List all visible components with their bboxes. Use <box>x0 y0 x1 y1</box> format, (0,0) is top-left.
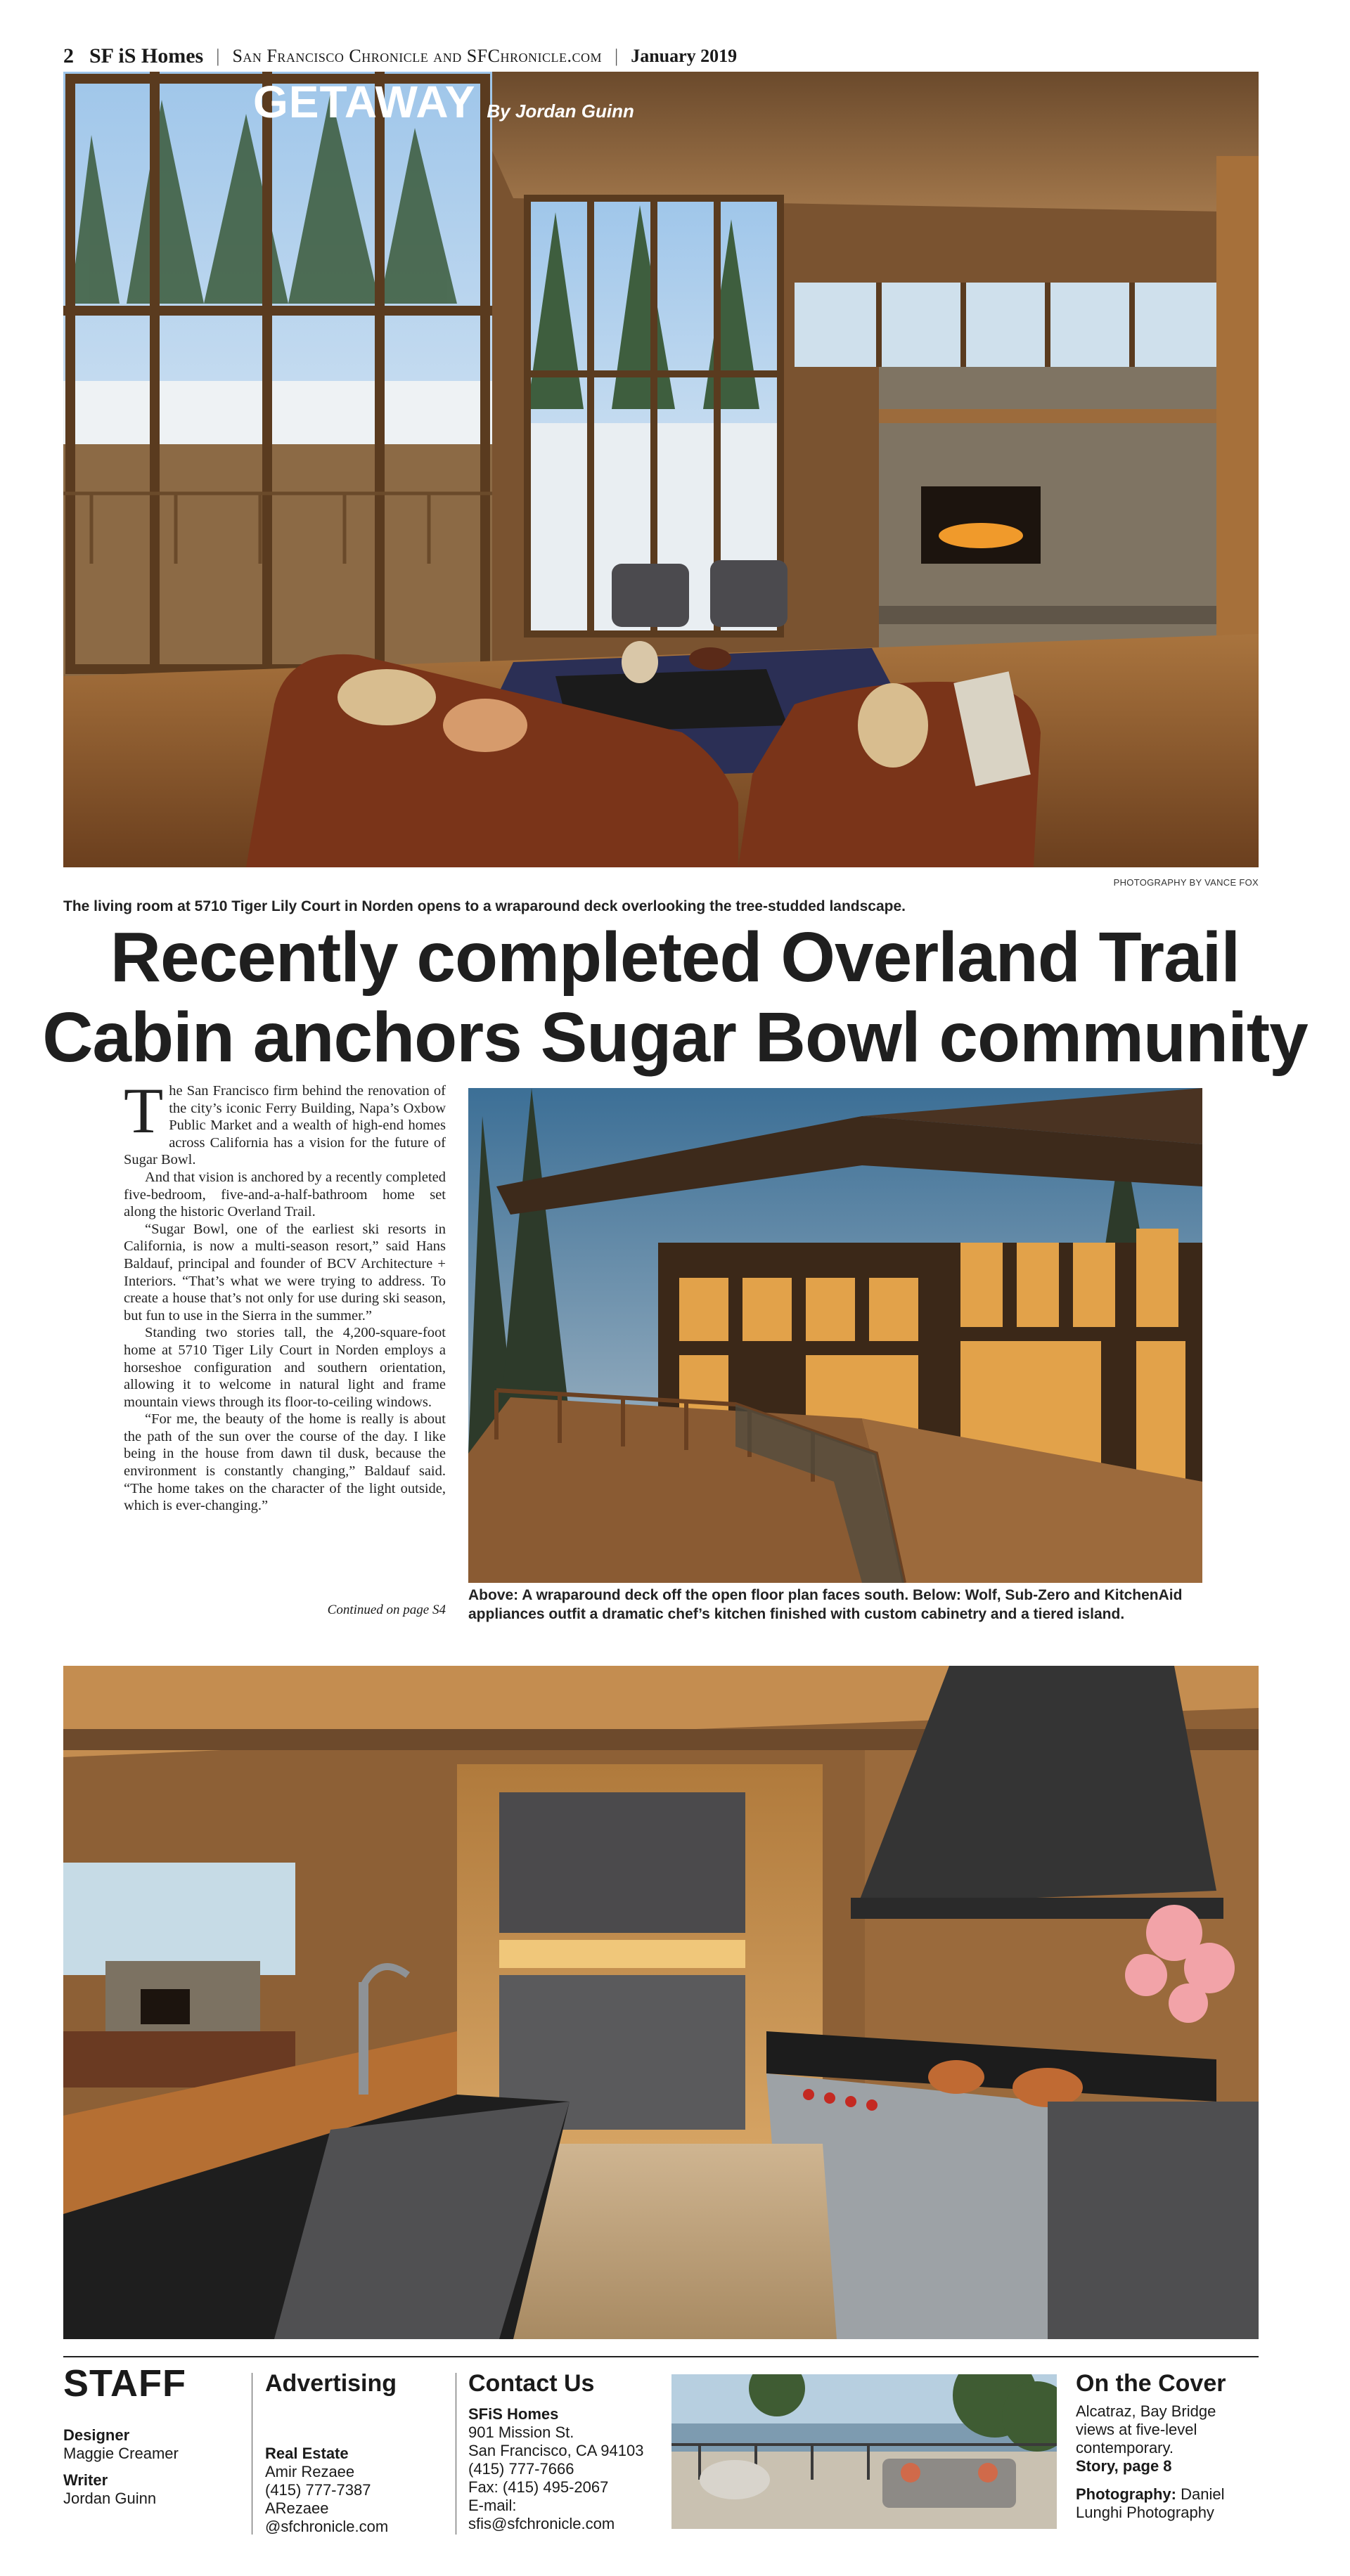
contact-info <box>468 2405 643 2533</box>
article-paragraph: “For me, the beauty of the home is really is about the path of the sun over the course of the day. I like being in the house from dawn til dusk, because the environment is constantly changing,” Baldauf said. “The home takes on the character of the light outside, which is ever-changing.” <box>124 1411 446 1514</box>
publication-name: San Francisco Chronicle and SFChronicle.com <box>232 46 602 66</box>
cover-desc-1: Alcatraz, Bay Bridge <box>1076 2402 1216 2420</box>
page-header <box>63 41 737 72</box>
page-number: 2 <box>63 44 74 67</box>
paragraph-text: he San Francisco firm behind the renovation of the city’s iconic Ferry Building, Napa’s Oxbow Public Market and a wealth of high-end homes across California has a vision for the future of Sugar Bowl. <box>124 1083 446 1168</box>
living-room-photo <box>63 72 1259 867</box>
drop-cap: T <box>124 1075 164 1146</box>
headline <box>42 917 1308 1077</box>
byline: By Jordan Guinn <box>487 101 634 122</box>
headline-line-1: Recently completed Overland Trail <box>110 918 1240 997</box>
cover-photo-name: Daniel <box>1181 2485 1225 2503</box>
article-paragraph <box>124 1075 446 1169</box>
continued-note: Continued on page S4 <box>327 1603 446 1617</box>
advertising-email-domain[interactable]: @sfchronicle.com <box>265 2518 389 2535</box>
writer-label: Writer <box>63 2471 108 2489</box>
cover-desc-3: contemporary. <box>1076 2439 1174 2457</box>
cover-title: On the Cover <box>1076 2370 1226 2397</box>
contact-street: 901 Mission St. <box>468 2423 574 2441</box>
issue-date: January 2019 <box>631 46 738 66</box>
article-paragraph: Standing two stories tall, the 4,200-square-foot home at 5710 Tiger Lily Court in Norden employs a horseshoe configuration and southern orientation, allowing it to welcome in natural light and frame mountain views through its floor-to-ceiling windows. <box>124 1325 446 1410</box>
contact-phone: (415) 777-7666 <box>468 2460 574 2478</box>
footer-rule <box>63 2356 1259 2357</box>
cover-photo <box>671 2374 1057 2529</box>
article-body <box>124 1075 446 1515</box>
header-divider: | <box>216 46 220 66</box>
kitchen-photo <box>63 1666 1259 2339</box>
getaway-label: GETAWAY <box>253 77 476 127</box>
article-paragraph: And that vision is anchored by a recently completed five-bedroom, five-and-a-half-bathroom home set along the historic Overland Trail. <box>124 1169 446 1220</box>
contact-title: Contact Us <box>468 2370 595 2397</box>
advertising-name: Amir Rezaee <box>265 2463 355 2480</box>
staff-title: STAFF <box>63 2362 186 2405</box>
contact-name: SFiS Homes <box>468 2405 559 2423</box>
advertising-contact <box>265 2445 388 2536</box>
photo-credit: PHOTOGRAPHY BY VANCE FOX <box>1113 877 1259 888</box>
cover-desc-2: views at five-level <box>1076 2421 1197 2438</box>
contact-email-label: E-mail: <box>468 2497 517 2514</box>
section-name: SF iS Homes <box>89 44 204 67</box>
writer-name: Jordan Guinn <box>63 2490 157 2507</box>
contact-city: San Francisco, CA 94103 <box>468 2442 644 2459</box>
headline-line-2: Cabin anchors Sugar Bowl community <box>42 998 1308 1077</box>
contact-fax: Fax: (415) 495-2067 <box>468 2478 609 2496</box>
cover-photo-label: Photography: <box>1076 2485 1176 2503</box>
cover-story: Story, page 8 <box>1076 2457 1172 2475</box>
advertising-title: Advertising <box>265 2370 397 2397</box>
photo-caption: The living room at 5710 Tiger Lily Court in Norden opens to a wraparound deck overlooking the tree-studded landscape. <box>63 898 906 914</box>
article-paragraph: “Sugar Bowl, one of the earliest ski resorts in California, is now a multi-season resort,” said Hans Baldauf, principal and founder of BCV Architecture + Interiors. “That’s what we were trying to address. To create a house that’s not only for use during ski season, but fun to use in the Sierra in the summer.” <box>124 1221 446 1323</box>
advertising-email[interactable]: ARezaee <box>265 2499 329 2517</box>
section-banner <box>253 76 634 128</box>
photo-caption: Above: A wraparound deck off the open floor plan faces south. Below: Wolf, Sub-Zero and KitchenAid appliances outfit a dramatic chef’s kitchen finished with custom cabinetry and a tiered island. <box>468 1587 1183 1622</box>
real-estate-label: Real Estate <box>265 2445 349 2462</box>
designer-name: Maggie Creamer <box>63 2445 179 2462</box>
header-divider: | <box>615 46 619 66</box>
cover-photo-name-cont: Lunghi Photography <box>1076 2504 1214 2521</box>
staff-list <box>63 2426 179 2508</box>
designer-label: Designer <box>63 2426 130 2444</box>
advertising-phone: (415) 777-7387 <box>265 2481 371 2499</box>
deck-photo <box>468 1088 1202 1583</box>
cover-info <box>1076 2402 1259 2522</box>
contact-email[interactable]: sfis@sfchronicle.com <box>468 2515 615 2532</box>
